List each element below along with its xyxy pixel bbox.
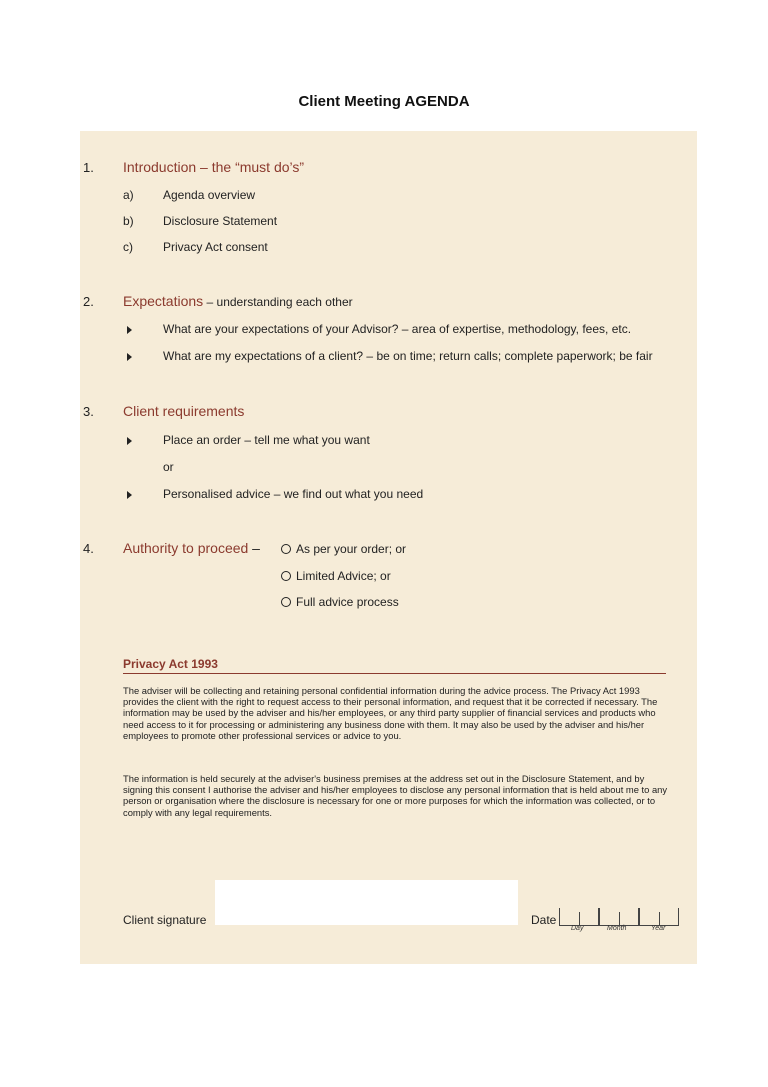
section-number: 3. (83, 404, 94, 419)
privacy-paragraph: The adviser will be collecting and retaining personal confidential information during the advice process. The Privacy Act 1993 provides the client with the right to request access to their personal information, and request that it be corrected if necessary. The information may be used by the adviser and his/her employees, or any third party supplier of financial services and products who need access to it for processing or administering any business done with them. It may also be used by the adviser and his/her employees to promote other professional services or advice to you. (123, 685, 658, 741)
item-marker: c) (123, 240, 133, 254)
date-month-field[interactable] (599, 908, 639, 926)
item-marker: b) (123, 214, 134, 228)
section-number: 4. (83, 541, 94, 556)
section-number: 1. (83, 160, 94, 175)
list-item: What are my expectations of a client? – be on time; return calls; complete paperwork; be fair (163, 349, 653, 363)
date-day-caption: Day (571, 925, 584, 932)
list-item: Place an order – tell me what you want (163, 433, 370, 447)
connector-text: or (163, 460, 174, 474)
section-heading: Introduction – the “must do’s” (123, 159, 305, 175)
privacy-paragraph: The information is held securely at the adviser's business premises at the address set out in the Disclosure Statement, and by signing this consent I authorise the adviser and his/her employees to disclose any personal information that is held about me to any person or organisation where the disclosure is necessary for one or more purposes for which the information was collected, or to comply with any legal requirements. (123, 773, 668, 818)
section-heading: Authority to proceed – (123, 540, 260, 556)
bullet-arrow-icon (127, 353, 132, 361)
option-label: Limited Advice; or (296, 569, 391, 583)
page-title: Client Meeting AGENDA (298, 93, 470, 110)
radio-button[interactable] (281, 597, 291, 607)
bullet-arrow-icon (127, 326, 132, 334)
radio-button[interactable] (281, 544, 291, 554)
section-heading: Expectations – understanding each other (123, 293, 353, 309)
date-year-caption: Year (651, 925, 666, 932)
option-label: As per your order; or (296, 542, 407, 556)
section-heading: Client requirements (123, 403, 245, 419)
date-day-field[interactable] (559, 908, 599, 926)
section-number: 2. (83, 294, 94, 309)
divider (123, 673, 666, 674)
signature-field[interactable] (215, 880, 518, 925)
privacy-title: Privacy Act 1993 (123, 657, 218, 671)
item-marker: a) (123, 188, 134, 202)
list-item: Agenda overview (163, 188, 256, 202)
date-month-caption: Month (607, 925, 627, 932)
radio-button[interactable] (281, 571, 291, 581)
list-item: Personalised advice – we find out what you need (163, 487, 424, 501)
list-item: Privacy Act consent (163, 240, 268, 254)
date-label: Date (531, 913, 557, 927)
bullet-arrow-icon (127, 491, 132, 499)
signature-label: Client signature (123, 913, 207, 927)
date-year-field[interactable] (639, 908, 679, 926)
bullet-arrow-icon (127, 437, 132, 445)
option-label: Full advice process (296, 595, 399, 609)
list-item: What are your expectations of your Advisor? – area of expertise, methodology, fees, etc. (163, 322, 632, 336)
list-item: Disclosure Statement (163, 214, 278, 228)
